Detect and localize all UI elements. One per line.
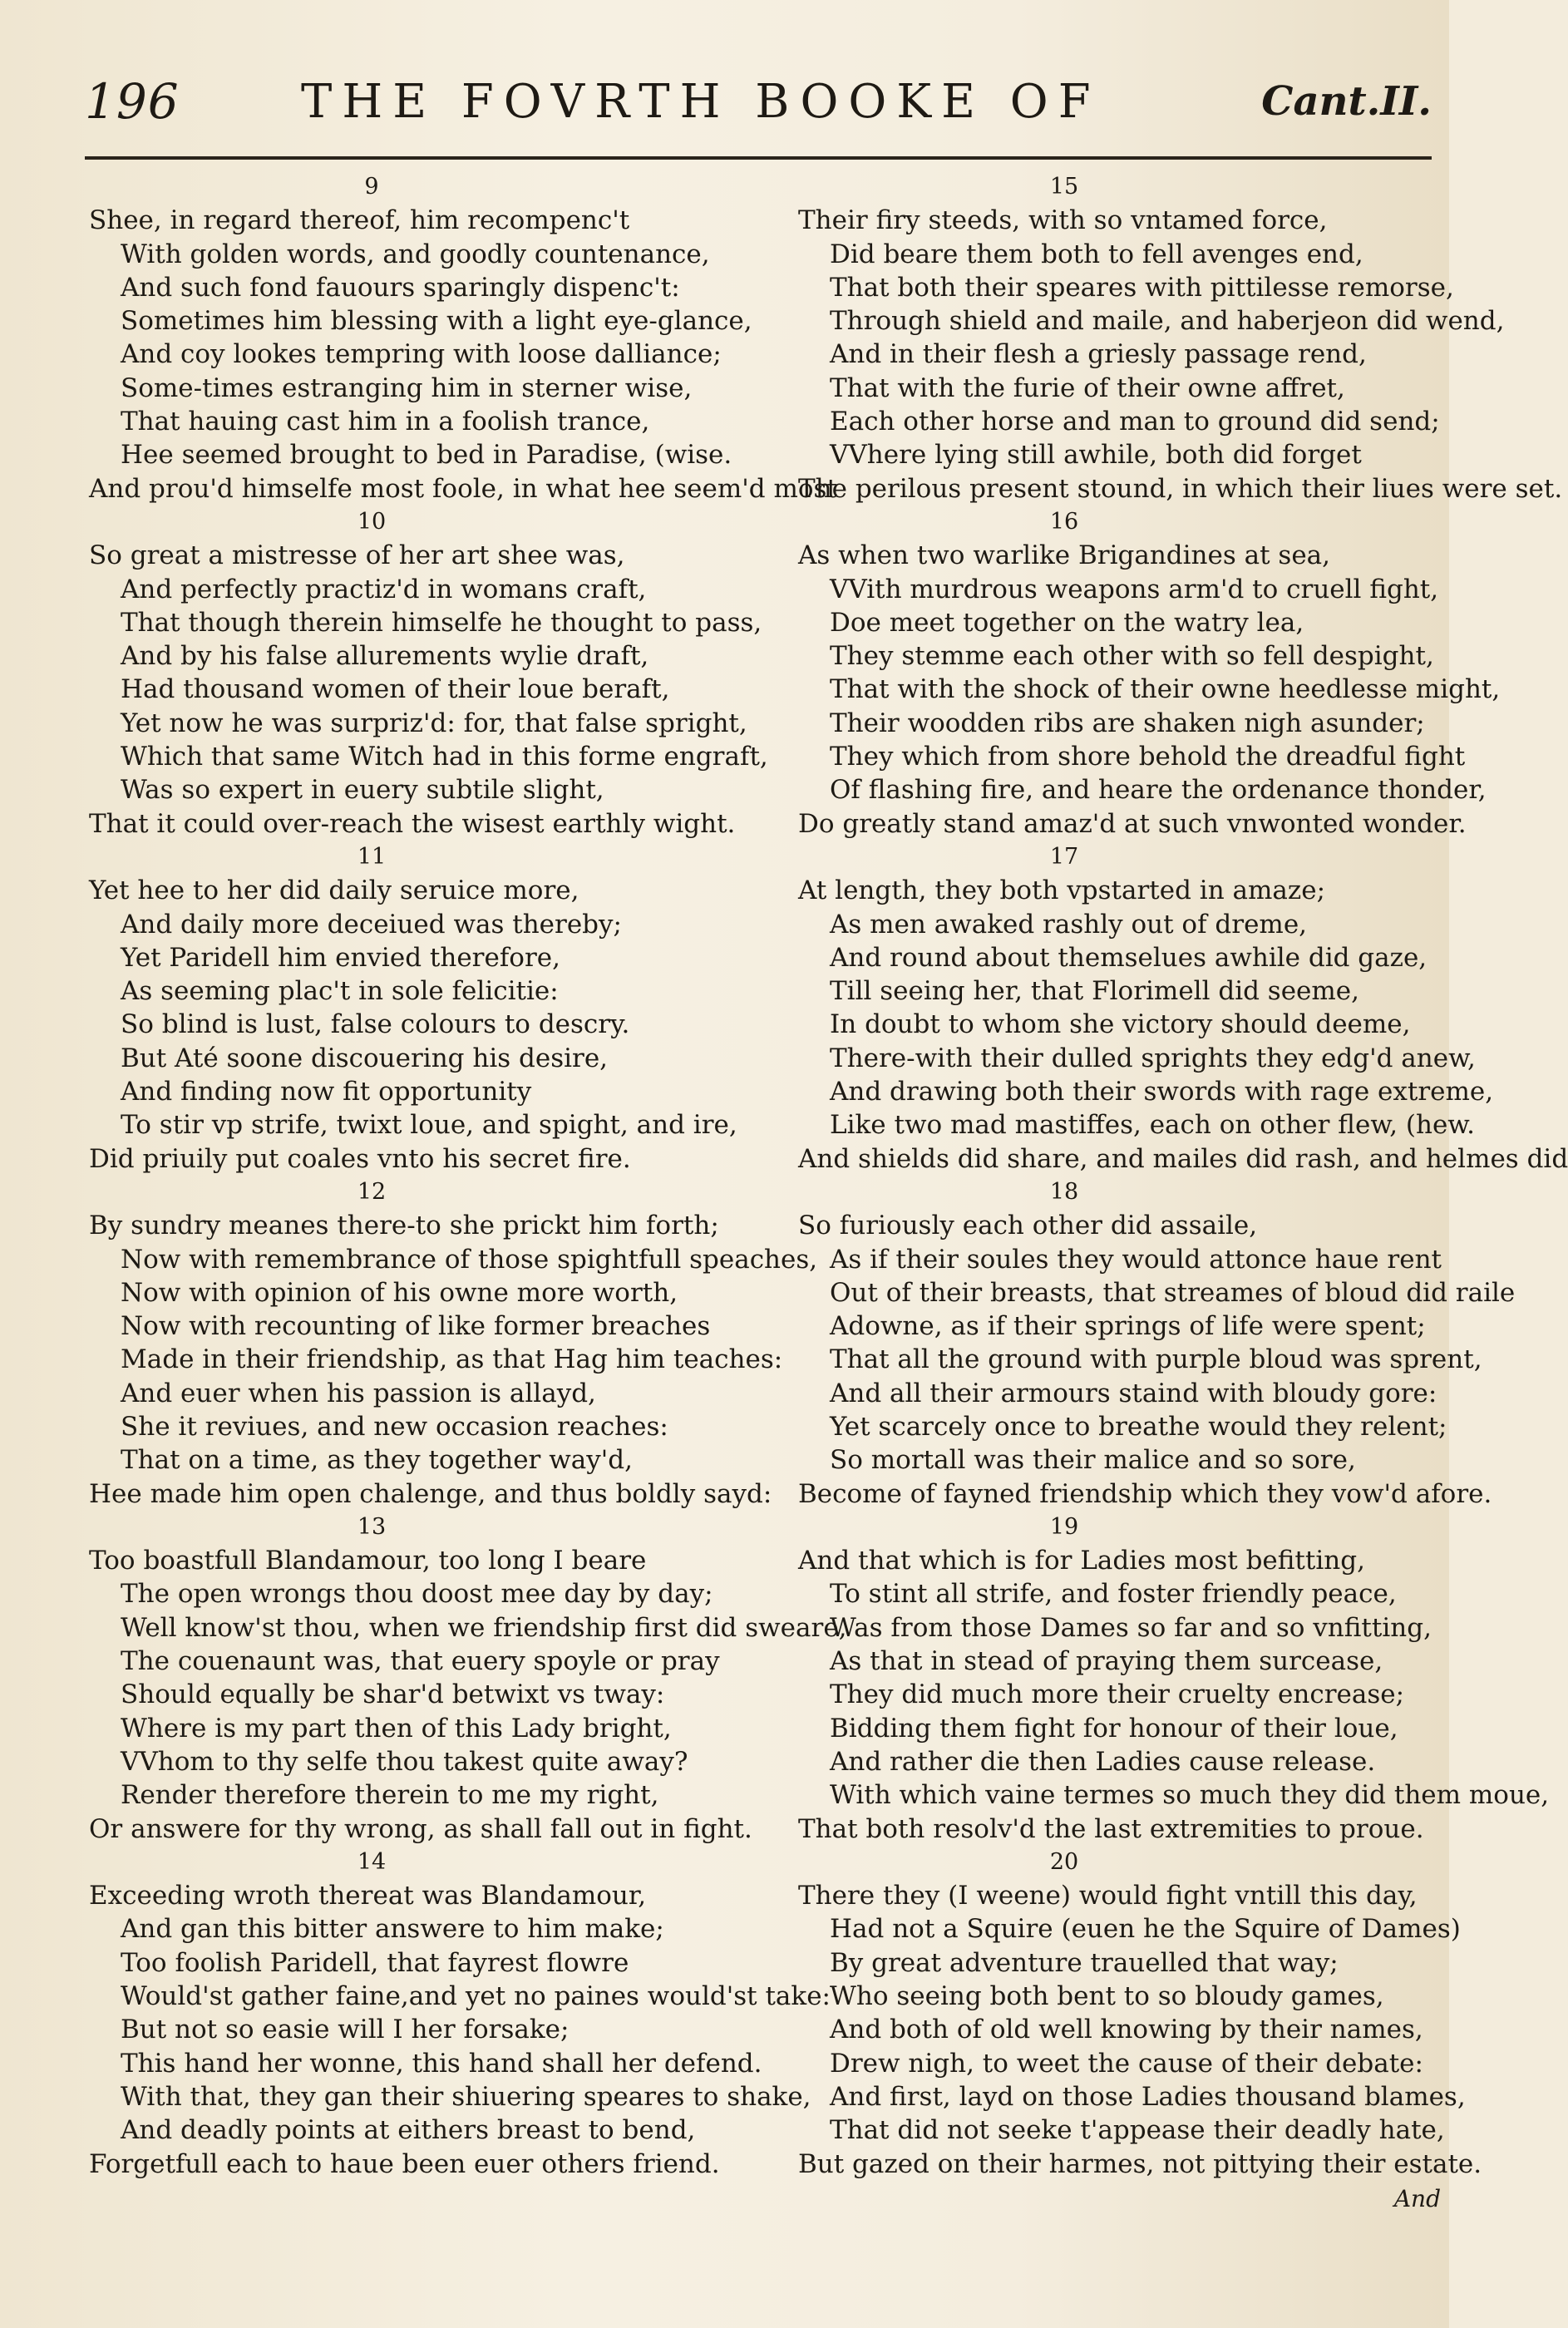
verse-line: Now with remembrance of those spightfull speaches, [121,1244,818,1275]
verse-line: And daily more deceiued was thereby; [121,909,622,940]
verse-line: Or answere for thy wrong, as shall fall out in fight. [89,1813,752,1844]
canto-label: Cant.II. [1261,78,1432,125]
verse-line: And both of old well knowing by their names, [830,2015,1423,2045]
verse-line: As if their soules they would attonce haue rent [830,1244,1442,1275]
verse-line: VVith murdrous weapons arm'd to cruell fight, [830,574,1439,604]
verse-line: That with the shock of their owne heedlesse might, [830,674,1501,705]
verse-line: In doubt to whom she victory should deeme, [830,1009,1411,1040]
verse-line: The couenaunt was, that euery spoyle or pray [121,1646,720,1677]
verse-line: And gan this bitter answere to him make; [121,1914,664,1945]
verse-line: Doe meet together on the watry lea, [830,607,1304,638]
verse-line: Till seeing her, that Florimell did seeme, [830,976,1359,1007]
stanza-number: 18 [1049,1178,1079,1205]
verse-line: Did beare them both to fell avenges end, [830,239,1363,269]
verse-line: There-with their dulled sprights they edg'd anew, [830,1043,1476,1073]
verse-line: The perilous present stound, in which their liues were set. [798,473,1563,504]
verse-line: Yet Paridell him envied therefore, [121,942,560,973]
verse-line: And finding now fit opportunity [121,1077,532,1107]
left-column [89,170,847,2181]
verse-line: And round about themselues awhile did gaze, [830,942,1427,973]
verse-line: And drawing both their swords with rage extreme, [830,1077,1494,1107]
verse-line: Through shield and maile, and haberjeon did wend, [830,306,1505,337]
verse-line: Who seeing both bent to so bloudy games, [830,1981,1384,2012]
stanza-number: 20 [1049,1848,1079,1875]
verse-line: Was so expert in euery subtile slight, [121,775,604,806]
verse-line: Shee, in regard thereof, him recompenc't [89,205,630,236]
verse-line: Out of their breasts, that streames of bloud did raile [830,1277,1516,1308]
verse-line: Yet hee to her did daily seruice more, [89,875,579,906]
verse-line: With which vaine termes so much they did them moue, [830,1780,1550,1811]
stanza-number: 17 [1049,843,1079,870]
verse-line: And first, layd on those Ladies thousand blames, [830,2081,1466,2112]
verse-line: And shields did share, and mailes did rash, and helmes did [798,1143,1568,1174]
verse-line: As men awaked rashly out of dreme, [830,909,1308,940]
page-header [85,73,1432,140]
verse-line: Adowne, as if their springs of life were spent; [830,1311,1426,1342]
verse-line: That with the furie of their owne affret, [830,372,1345,403]
verse-line: Would'st gather faine,and yet no paines would'st take: [121,1981,831,2012]
stanza-number: 11 [357,843,387,870]
verse-line: So great a mistresse of her art shee was, [89,540,625,571]
verse-line: And rather die then Ladies cause release. [830,1746,1376,1777]
verse-line: And all their armours staind with bloudy gore: [830,1378,1437,1408]
stanza-number: 19 [1049,1513,1079,1540]
verse-line: And by his false allurements wylie draft, [121,641,649,672]
verse-line: That all the ground with purple bloud was sprent, [830,1344,1482,1375]
verse-line: Drew nigh, to weet the cause of their debate: [830,2048,1423,2079]
verse-line: Render therefore therein to me my right, [121,1780,659,1811]
verse-line: And that which is for Ladies most befitting, [798,1546,1365,1576]
verse-line: She it reviues, and new occasion reaches: [121,1411,668,1442]
verse-line: To stir vp strife, twixt loue, and spight, and ire, [121,1110,737,1141]
verse-line: Which that same Witch had in this forme engraft, [121,742,768,772]
verse-line: Each other horse and man to ground did send; [830,407,1440,437]
stanza-number: 15 [1049,174,1079,200]
verse-line: VVhere lying still awhile, both did forget [830,440,1362,471]
stanza-number: 14 [357,1848,387,1875]
verse-line: Now with recounting of like former breaches [121,1311,711,1342]
verse-line: Had not a Squire (euen he the Squire of Dames) [830,1914,1461,1945]
right-column [798,170,1568,2181]
verse-line: That hauing cast him in a foolish trance, [121,407,650,437]
stanza-number: 13 [357,1513,387,1540]
verse-line: And such fond fauours sparingly dispenc't: [121,272,680,303]
verse-line: Hee made him open chalenge, and thus boldly sayd: [89,1478,772,1509]
running-title: THE FOVRTH BOOKE OF [301,75,1101,129]
verse-line: Yet now he was surpriz'd: for, that false spright, [121,708,747,738]
verse-line: But not so easie will I her forsake; [121,2015,570,2045]
verse-line: As that in stead of praying them surcease, [830,1646,1383,1677]
verse-line: Had thousand women of their loue beraft, [121,674,670,705]
verse-line: Forgetfull each to haue been euer others friend. [89,2148,720,2179]
verse-line: So mortall was their malice and so sore, [830,1445,1356,1476]
verse-line: Like two mad mastiffes, each on other flew, (hew. [830,1110,1476,1141]
verse-line: And coy lookes tempring with loose dalliance; [121,339,722,370]
verse-line: That both resolv'd the last extremities to proue. [798,1813,1424,1844]
verse-line: Well know'st thou, when we friendship first did sweare, [121,1612,847,1643]
verse-line: With golden words, and goodly countenance, [121,239,710,269]
verse-line: Now with opinion of his owne more worth, [121,1277,678,1308]
verse-line: And euer when his passion is allayd, [121,1378,596,1408]
stanza-number: 10 [357,508,387,535]
verse-line: Too boastfull Blandamour, too long I beare [89,1546,647,1576]
verse-line: That did not seeke t'appease their deadly hate, [830,2115,1445,2146]
stanza-number: 9 [364,174,379,200]
verse-line: As when two warlike Brigandines at sea, [798,540,1330,571]
verse-line: But Até soone discouering his desire, [121,1043,609,1073]
verse-line: Of flashing fire, and heare the ordenance thonder, [830,775,1487,806]
verse-line: Their firy steeds, with so vntamed force, [798,205,1328,236]
verse-line: As seeming plac't in sole felicitie: [121,976,559,1007]
verse-line: By sundry meanes there-to she prickt him forth; [89,1211,719,1241]
verse-line: Sometimes him blessing with a light eye-glance, [121,306,752,337]
verse-line: Their woodden ribs are shaken nigh asunder; [830,708,1425,738]
verse-line: And in their flesh a griesly passage rend, [830,339,1367,370]
verse-line: That though therein himselfe he thought to pass, [121,607,762,638]
verse-line: VVhom to thy selfe thou takest quite away? [121,1746,688,1777]
verse-line: By great adventure trauelled that way; [830,1947,1339,1978]
verse-line: Where is my part then of this Lady bright, [121,1713,672,1744]
verse-line: Was from those Dames so far and so vnfitting, [830,1612,1432,1643]
header-rule [85,156,1432,160]
verse-line: Yet scarcely once to breathe would they relent; [830,1411,1447,1442]
catchword: And [1393,2185,1441,2212]
verse-line: Bidding them fight for honour of their loue, [830,1713,1398,1744]
verse-line: Exceeding wroth thereat was Blandamour, [89,1881,647,1911]
verse-line: So blind is lust, false colours to descry. [121,1009,630,1040]
verse-line: To stint all strife, and foster friendly peace, [830,1579,1397,1610]
verse-line: The open wrongs thou doost mee day by day; [121,1579,713,1610]
verse-line: Made in their friendship, as that Hag him teaches: [121,1344,783,1375]
verse-line: That on a time, as they together way'd, [121,1445,633,1476]
stanza-number: 12 [357,1178,387,1205]
verse-line: Did priuily put coales vnto his secret fire. [89,1143,631,1174]
verse-line: They which from shore behold the dreadful fight [830,742,1466,772]
verse-line: But gazed on their harmes, not pittying their estate. [798,2148,1482,2179]
verse-line: And prou'd himselfe most foole, in what hee seem'd most [89,473,837,504]
verse-line: Should equally be shar'd betwixt vs tway: [121,1679,665,1710]
verse-line: Do greatly stand amaz'd at such vnwonted wonder. [798,808,1467,839]
verse-line: Too foolish Paridell, that fayrest flowre [121,1947,629,1978]
verse-line: That both their speares with pittilesse remorse, [830,272,1454,303]
verse-line: At length, they both vpstarted in amaze; [798,875,1326,906]
verse-line: This hand her wonne, this hand shall her defend. [121,2048,762,2079]
stanza-number: 16 [1049,508,1079,535]
verse-line: They did much more their cruelty encrease; [830,1679,1405,1710]
verse-line: With that, they gan their shiuering speares to shake, [121,2081,811,2112]
verse-line: They stemme each other with so fell despight, [830,641,1434,672]
verse-line: So furiously each other did assaile, [798,1211,1258,1241]
page-number: 196 [85,73,180,130]
verse-line: Hee seemed brought to bed in Paradise, (wise. [121,440,732,471]
verse-line: And perfectly practiz'd in womans craft, [121,574,647,604]
verse-line: Become of fayned friendship which they vow'd afore. [798,1478,1492,1509]
verse-line: That it could over-reach the wisest earthly wight. [89,808,736,839]
verse-line: There they (I weene) would fight vntill this day, [798,1881,1418,1911]
verse-line: Some-times estranging him in sterner wise, [121,372,693,403]
verse-line: And deadly points at eithers breast to bend, [121,2115,696,2146]
